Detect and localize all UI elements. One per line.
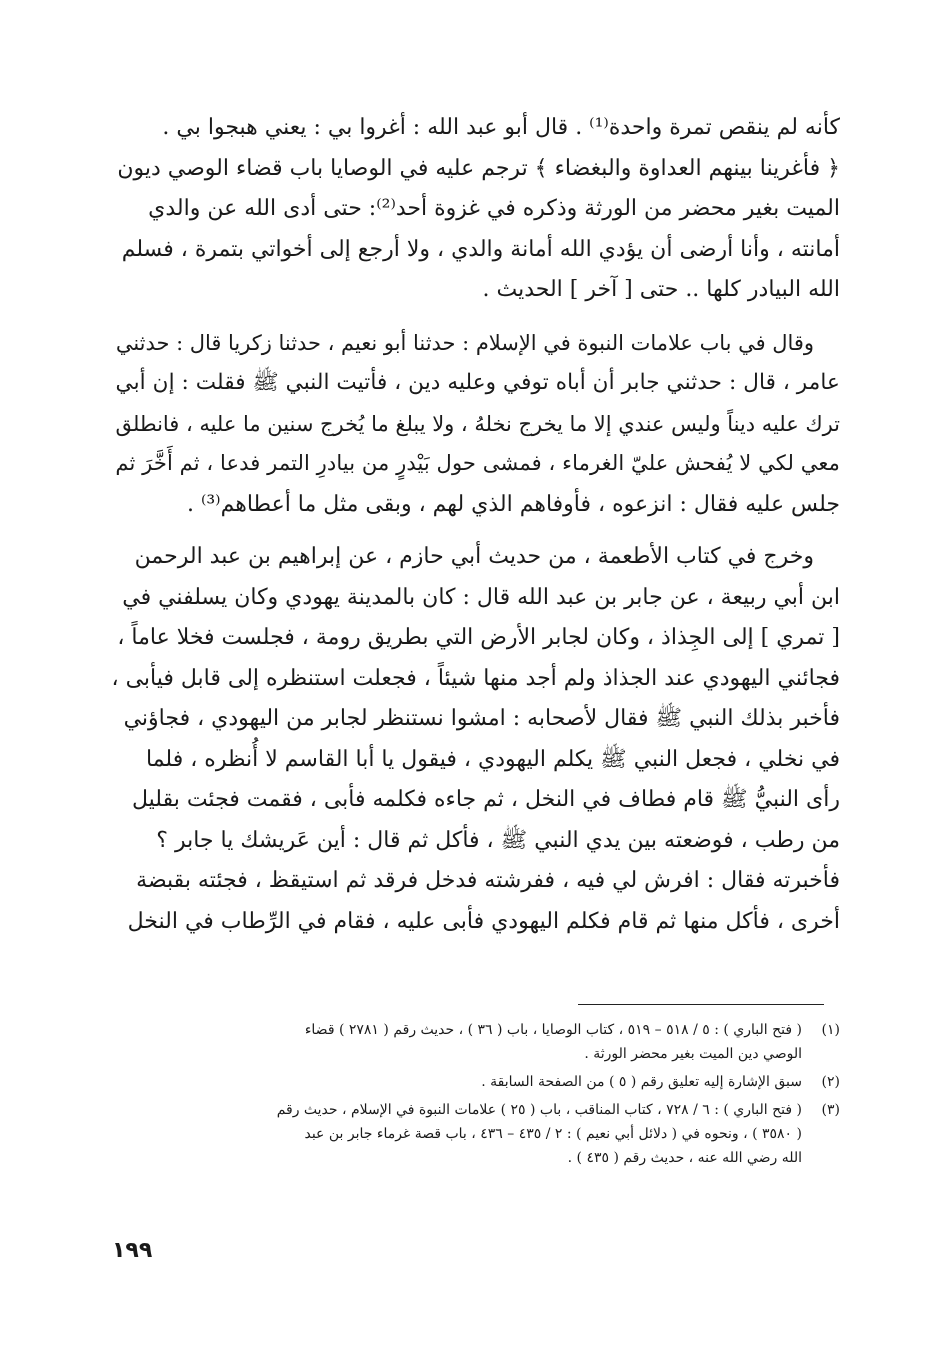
- footnote-3: [108, 1098, 840, 1170]
- footnote-line: ( فتح الباري ) : ٥ / ٥١٨ – ٥١٩ ، كتاب الوصايا ، باب ( ٣٦ ) ، حديث رقم ( ٢٧٨١ ) قضاء: [304, 1022, 802, 1038]
- text-line: ابن أبي ربيعة ، عن جابر بن عبد الله قال : كان بالمدينة يهودي وكان يسلفني في: [122, 584, 840, 610]
- text-line: الله البيادر كلها .. حتى [ آخر ] الحديث .: [482, 277, 840, 302]
- footnote-line: سبق الإشارة إليه تعليق رقم ( ٥ ) من الصفحة السابقة .: [481, 1074, 802, 1090]
- text-line: فجائني اليهودي عند الجذاذ ولم أجد منها شيئاً ، فجعلت استنظره إلى قابل فيأبى ،: [111, 665, 840, 691]
- text-line: وقال في باب علامات النبوة في الإسلام : حدثنا أبو نعيم ، حدثنا زكريا قال : حدثني: [115, 330, 814, 355]
- paragraph-2: [108, 323, 840, 526]
- text-line: وخرج في كتاب الأطعمة ، من حديث أبي حازم ، عن إبراهيم بن عبد الرحمن: [134, 544, 814, 569]
- footnote-text: [108, 1070, 802, 1094]
- footnote-number: (٣): [821, 1102, 840, 1118]
- page-number: ١٩٩: [112, 1238, 153, 1263]
- footnote-number: (١): [821, 1022, 840, 1038]
- text-line: كأنه لم ينقص تمرة واحدة⁽¹⁾ . قال أبو عبد الله : أغروا بي : يعني هبجوا بي .: [162, 115, 840, 140]
- text-line: فأخبر بذلك النبي ﷺ فقال لأصحابه : امشوا نستنظر لجابر من اليهودي ، فجاؤني: [123, 706, 840, 731]
- text-line: رأى النبيُّ ﷺ قام فطاف في النخل ، ثم جاءه فكلمه فأبى ، فقمت فجئت بقليل: [132, 787, 840, 812]
- paragraph-3: [108, 537, 840, 942]
- text-line: من رطب ، فوضعته بين يدي النبي ﷺ ، فأكل ثم قال : أين عَريشك يا جابر ؟: [156, 827, 840, 853]
- footnote-number: (٢): [821, 1074, 840, 1090]
- main-text: [108, 108, 840, 942]
- text-line: فأخبرته فقال : افرش لي فيه ، ففرشته فدخل فرقد ثم استيقظ ، فجئته بقبضة: [136, 868, 840, 893]
- text-line: ترك عليه ديناً وليس عندي إلا ما يخرج نخلهُ ، ولا يبلغ ما يُخرج سنين ما عليه ، فانطلق: [115, 411, 840, 436]
- paragraph-1: [108, 108, 840, 311]
- text-line: عامر ، قال : حدثني جابر أن أباه توفي وعليه دين ، فأتيت النبي ﷺ فقلت : إن أبي: [115, 370, 840, 395]
- footnote-text: [108, 1098, 802, 1170]
- footnote-divider: [578, 1004, 824, 1005]
- footnote-line: الوصي دين الميت بغير محضر الورثة .: [584, 1046, 802, 1062]
- text-line: أمانته ، وأنا أرضى أن يؤدي الله أمانة والدي ، ولا أرجع إلى أخواتي بتمرة ، فسلم: [121, 236, 840, 262]
- footnote-text: [108, 1018, 802, 1066]
- footnote-1: [108, 1018, 840, 1066]
- text-line: جلس عليه فقال : انزعوه ، فأوفاهم الذي لهم ، وبقى مثل ما أعطاهم⁽³⁾ .: [186, 491, 840, 517]
- footnotes: [108, 1018, 840, 1174]
- footnote-line: ( ٣٥٨٠ ) ، ونحوه في ( دلائل أبي نعيم ) : ٢ / ٤٣٥ – ٤٣٦ ، باب قصة غرماء جابر بن عبد: [304, 1126, 802, 1142]
- text-line: ﴿ فأغرينا بينهم العداوة والبغضاء ﴾ ترجم عليه في الوصايا باب قضاء الوصي ديون: [117, 155, 840, 181]
- footnote-2: [108, 1070, 840, 1094]
- text-line: الميت بغير محضر من الورثة وذكره في غزوة أحد⁽²⁾: حتى أدى الله عن والدي: [148, 196, 840, 221]
- text-line: [ تمري ] إلى الجِذاذ ، وكان لجابر الأرض التي بطريق رومة ، فجلست فخلا عاماً ،: [117, 625, 840, 650]
- text-line: أخرى ، فأكل منها ثم قام فكلم اليهودي فأبى عليه ، فقام في الرِّطاب في النخل: [127, 908, 840, 934]
- footnote-line: ( فتح الباري ) : ٦ / ٧٢٨ ، كتاب المناقب ، باب ( ٢٥ ) علامات النبوة في الإسلام ، حديث رقم: [276, 1102, 802, 1118]
- footnote-line: الله رضي الله عنه ، حديث رقم ( ٤٣٥ ) .: [567, 1150, 802, 1166]
- text-line: معي لكي لا يُفحش عليّ الغرماء ، فمشى حول بَيْدرٍ من بيادرِ التمر فدعا ، ثم أَخَّرَ ثم: [115, 451, 840, 476]
- text-line: في نخلي ، فجعل النبي ﷺ يكلم اليهودي ، فيقول يا أبا القاسم لا أُنظره ، فلما: [146, 746, 840, 772]
